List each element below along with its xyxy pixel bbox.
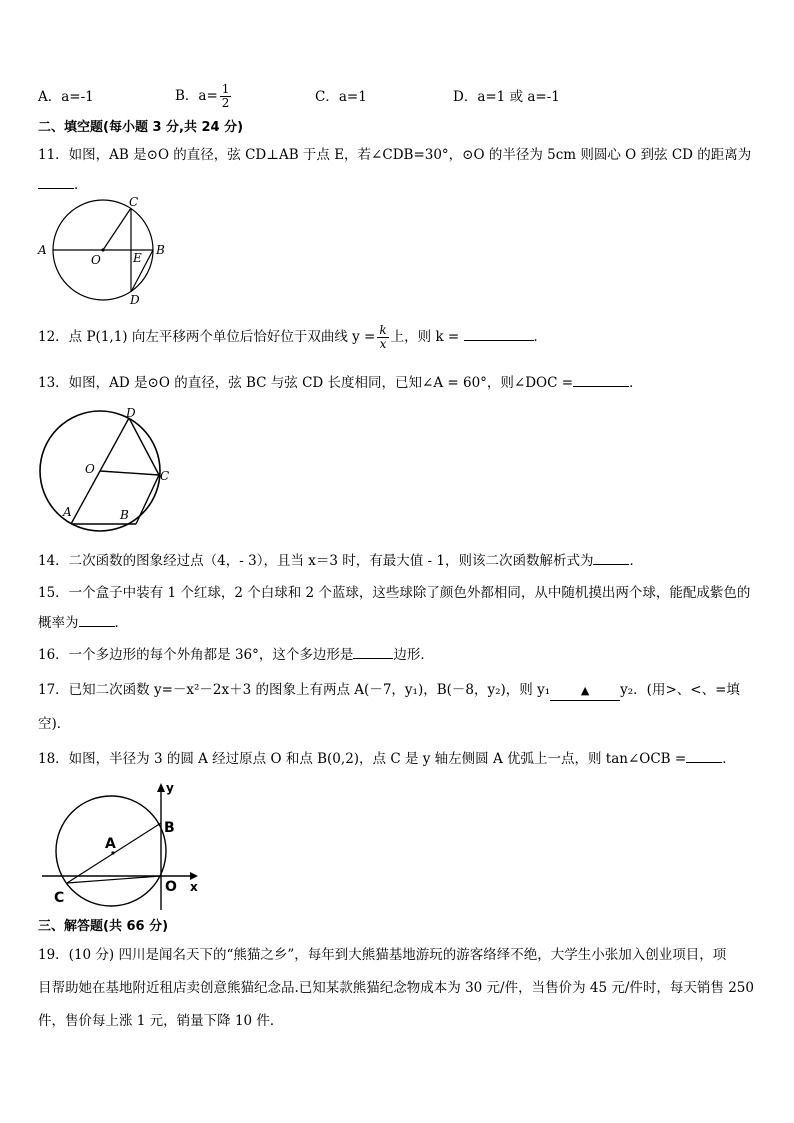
- q17-before: 17．已知二次函数 y=－x²－2x＋3 的图象上有两点 A(－7，y₁)，B(－8，y₂)，则 y₁: [38, 682, 551, 698]
- q18-label-b: B: [164, 820, 175, 836]
- q12-end: ．: [533, 329, 548, 345]
- q13-label-d: D: [126, 406, 136, 420]
- q18-x-arrow-icon: [190, 872, 198, 880]
- q11-label-d: D: [130, 293, 140, 307]
- q18-label-c: C: [54, 890, 65, 906]
- q13-label-a: A: [63, 505, 72, 519]
- fraction-numerator: 1: [221, 82, 230, 96]
- q18-label-a: A: [105, 836, 116, 852]
- q12-after: 上，则 k =: [390, 329, 460, 345]
- q18-y-arrow-icon: [157, 783, 165, 792]
- q11-label-a: A: [38, 243, 47, 257]
- q12: [38, 318, 547, 356]
- q11-label-c: C: [129, 195, 139, 209]
- q17-line1: [38, 681, 740, 701]
- q12-fraction-denominator: x: [379, 337, 387, 351]
- option-c: C．a=1: [315, 89, 367, 105]
- fraction-denominator: 2: [221, 96, 230, 110]
- q18-segment-co: [67, 876, 161, 883]
- q19-line3: 件，售价每上涨 1 元，销量下降 10 件．: [38, 1013, 284, 1029]
- section-2-title: 二、填空题(每小题 3 分,共 24 分): [38, 120, 244, 135]
- q18-answer-blank: [686, 761, 722, 763]
- q11-end: ．: [74, 177, 88, 193]
- q13-text: 13．如图，AD 是⊙O 的直径，弦 BC 与弦 CD 长度相同，已知∠A = 60°，则∠DOC =: [38, 375, 574, 391]
- q13-answer-blank: [573, 385, 629, 387]
- q13-label-c: C: [160, 469, 170, 483]
- q11-label-b: B: [156, 243, 165, 257]
- q12-fraction-numerator: k: [379, 323, 387, 337]
- q11-label-e: E: [133, 251, 142, 265]
- q17-line2: 空)．: [38, 716, 71, 732]
- q13-figure: [36, 404, 178, 532]
- q12-fraction: [377, 324, 388, 351]
- q14-end: ．: [629, 553, 643, 569]
- q13-segment-oc: [100, 471, 159, 475]
- q11-label-o: O: [91, 253, 101, 267]
- q13-end: ．: [629, 375, 643, 391]
- q11-answer-blank: [38, 187, 74, 189]
- q13-chord-bc: [136, 475, 159, 524]
- option-b-fraction: [220, 83, 232, 110]
- q11-segment-oc: [103, 208, 131, 250]
- q13-line: [38, 374, 643, 392]
- option-d: D．a=1 或 a=-1: [453, 89, 560, 105]
- q18-line: [38, 750, 736, 768]
- q13-label-b: B: [120, 508, 129, 522]
- q16-end: 边形．: [393, 647, 434, 663]
- option-a: A．a=-1: [38, 89, 94, 105]
- q13-label-o: O: [85, 462, 95, 476]
- q18-label-x: x: [190, 880, 198, 894]
- option-b: [175, 78, 233, 114]
- section-3-title: 三、解答题(共 66 分): [38, 919, 169, 934]
- q14-text: 14．二次函数的图象经过点（4，- 3），且当 x＝3 时，有最大值 - 1，则该二次函数解析式为: [38, 553, 594, 569]
- option-b-prefix: B．a=: [175, 88, 218, 104]
- q15-line1: 15．一个盒子中装有 1 个红球，2 个白球和 2 个蓝球，这些球除了颜色外都相同，从中随机摸出两个球，能配成紫色的: [38, 585, 751, 601]
- q16-line: [38, 646, 434, 664]
- q15-line2: [38, 614, 128, 632]
- q19-line2: 目帮助她在基地附近租店卖创意熊猫纪念品.已知某款熊猫纪念物成本为 30 元/件，当售价为 45 元/件时，每天销售 250: [38, 980, 754, 996]
- q19-line1: 19．(10 分) 四川是闻名天下的“熊猫之乡”，每年到大熊猫基地游玩的游客络绎不绝，大学生小张加入创业项目，项: [38, 947, 727, 963]
- q16-text: 16．一个多边形的每个外角都是 36°，这个多边形是: [38, 647, 354, 663]
- q12-before: 12．点 P(1,1) 向左平移两个单位后恰好位于双曲线 y =: [38, 329, 376, 345]
- q16-answer-blank: [353, 657, 393, 659]
- q12-answer-blank: [464, 339, 534, 341]
- q15-end: ．: [114, 615, 128, 631]
- q11-figure: [30, 192, 180, 310]
- q18-label-o: O: [165, 879, 177, 895]
- q11-line1: 11．如图，AB 是⊙O 的直径，弦 CD⊥AB 于点 E，若∠CDB=30°，⊙O 的半径为 5cm 则圆心 O 到弦 CD 的距离为: [38, 147, 752, 163]
- q18-text: 18．如图，半径为 3 的圆 A 经过原点 O 和点 B(0,2)，点 C 是 y 轴左侧圆 A 优弧上一点，则 tan∠OCB =: [38, 751, 687, 767]
- q14-line: [38, 552, 643, 570]
- q11-center-dot: [101, 248, 104, 251]
- q18-figure: [40, 780, 220, 914]
- q18-end: ．: [722, 751, 736, 767]
- q15-line2-text: 概率为: [38, 615, 79, 631]
- q14-answer-blank: [593, 563, 629, 565]
- q18-label-y: y: [166, 781, 174, 795]
- q17-answer-blank: ▲: [550, 682, 620, 701]
- q17-after: y₂．(用>、<、=填: [620, 682, 740, 698]
- q15-answer-blank: [79, 625, 115, 627]
